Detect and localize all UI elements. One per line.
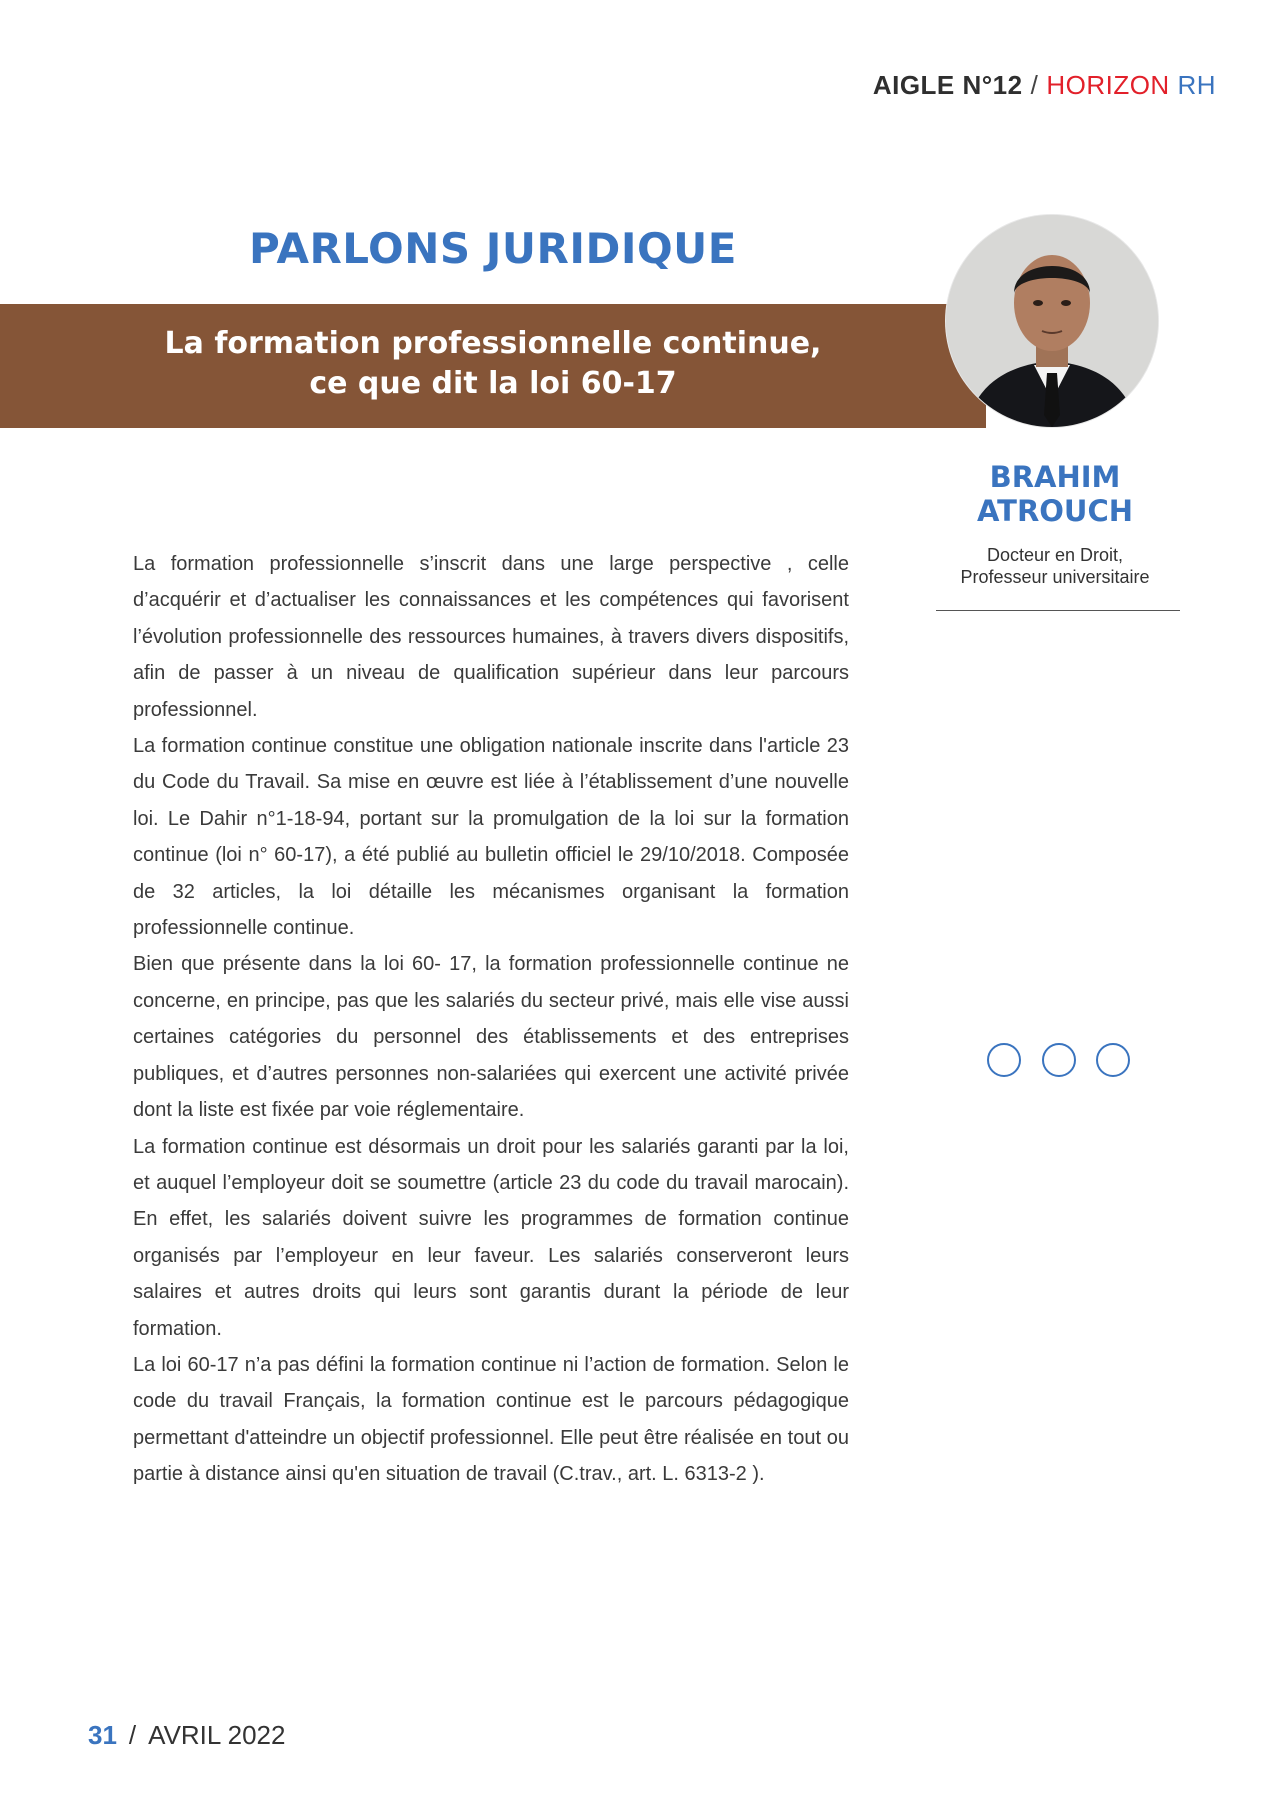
circle-icon bbox=[1096, 1043, 1130, 1077]
article-title-line-1: La formation professionnelle continue, bbox=[164, 326, 822, 361]
author-title-line-1: Docteur en Droit, bbox=[986, 545, 1124, 565]
author-divider bbox=[936, 610, 1180, 611]
decorative-dots bbox=[987, 1043, 1130, 1083]
page-footer bbox=[88, 1720, 285, 1751]
paragraph-4: La formation continue est désormais un droit pour les salariés garanti par la loi, et auquel l’employeur doit se soumettre (article 23 du code du travail marocain). En effet, les salariés doivent suivre les programmes de formation continue organisés par l’employeur en leur faveur. Les salariés conserveront leurs salaires et autres droits qui leurs sont garantis durant la période de leur formation. bbox=[133, 1135, 849, 1340]
paragraph-3: Bien que présente dans la loi 60- 17, la formation professionnelle continue ne concerne, en principe, pas que les salariés du secteur privé, mais elle vise aussi certaines catégories du personnel des établissements et des entreprises publiques, et d’autres personnes non-salariées qui exercent une activité privée dont la liste est fixée par voie réglementaire. bbox=[133, 953, 849, 1122]
author-portrait-icon bbox=[946, 215, 1158, 427]
horizon-label: HORIZON bbox=[1046, 70, 1170, 100]
author-first-name: BRAHIM bbox=[989, 460, 1121, 494]
author-name bbox=[900, 460, 1210, 528]
circle-icon bbox=[987, 1043, 1021, 1077]
paragraph-1: La formation professionnelle s’inscrit dans une large perspective , celle d’acquérir et d’actualiser les connaissances et les compétences qui favorisent l’évolution professionnelle des ressources humaines, à travers divers dispositifs, afin de passer à un niveau de qualification supérieur dans leur parcours professionnel. bbox=[133, 553, 849, 721]
article-title bbox=[0, 324, 986, 404]
author-last-name: ATROUCH bbox=[976, 494, 1134, 528]
rh-label: RH bbox=[1177, 70, 1216, 100]
circle-icon bbox=[1042, 1043, 1076, 1077]
issue-label: AIGLE N°12 bbox=[872, 70, 1023, 100]
article-title-banner bbox=[0, 304, 986, 428]
section-title: PARLONS JURIDIQUE bbox=[249, 224, 737, 273]
author-credentials bbox=[900, 544, 1210, 588]
issue-date: AVRIL 2022 bbox=[148, 1720, 286, 1750]
magazine-header bbox=[873, 70, 1216, 101]
author-title-line-2: Professeur universitaire bbox=[960, 567, 1150, 587]
author-avatar bbox=[946, 215, 1158, 427]
article-body bbox=[133, 546, 849, 1493]
page-number: 31 bbox=[88, 1720, 117, 1750]
paragraph-5: La loi 60-17 n’a pas défini la formation continue ni l’action de formation. Selon le code du travail Français, la formation continue est le parcours pédagogique permettant d'atteindre un objectif professionnel. Elle peut être réalisée en tout ou partie à distance ainsi qu'en situation de travail (C.trav., art. L. 6313-2 ). bbox=[133, 1353, 849, 1486]
footer-separator: / bbox=[128, 1720, 137, 1750]
article-title-line-2: ce que dit la loi 60-17 bbox=[309, 366, 677, 401]
header-separator: / bbox=[1030, 70, 1039, 100]
paragraph-2: La formation continue constitue une obligation nationale inscrite dans l'article 23 du Code du Travail. Sa mise en œuvre est liée à l’établissement d’une nouvelle loi. Le Dahir n°1-18-94, portant sur la promulgation de la loi sur la formation continue (loi n° 60-17), a été publié au bulletin officiel le 29/10/2018. Composée de 32 articles, la loi détaille les mécanismes organisant la formation professionnelle continue. bbox=[133, 735, 849, 940]
